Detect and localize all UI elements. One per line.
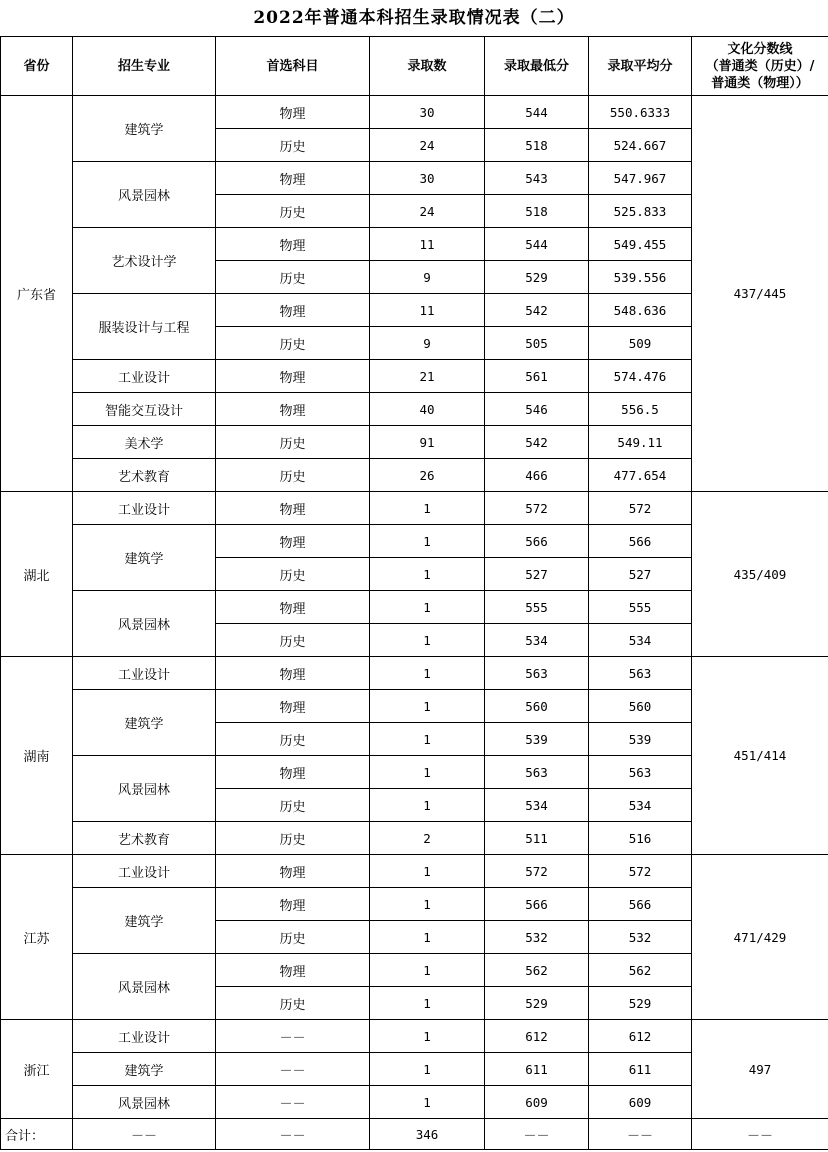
min-score-cell: 529 <box>485 987 589 1020</box>
header-cultural-line-2: （普通类（历史）/ <box>705 58 815 74</box>
count-cell: 1 <box>370 723 485 756</box>
header-avg-score: 录取平均分 <box>589 37 692 96</box>
min-score-cell: 543 <box>485 162 589 195</box>
header-row <box>1 37 828 96</box>
count-cell: 1 <box>370 888 485 921</box>
count-cell: 1 <box>370 954 485 987</box>
min-score-cell: 609 <box>485 1086 589 1119</box>
major-cell: 工业设计 <box>73 657 216 690</box>
count-cell: 1 <box>370 987 485 1020</box>
min-score-cell: 532 <box>485 921 589 954</box>
count-cell: 1 <box>370 591 485 624</box>
min-score-cell: 560 <box>485 690 589 723</box>
min-score-cell: 534 <box>485 789 589 822</box>
total-major: －－ <box>73 1119 216 1150</box>
avg-score-cell: 563 <box>589 756 692 789</box>
subject-cell: －－ <box>216 1020 370 1053</box>
subject-cell: 历史 <box>216 789 370 822</box>
min-score-cell: 566 <box>485 888 589 921</box>
header-province: 省份 <box>1 37 73 96</box>
count-cell: 11 <box>370 228 485 261</box>
count-cell: 1 <box>370 1020 485 1053</box>
count-cell: 1 <box>370 492 485 525</box>
major-cell: 艺术教育 <box>73 822 216 855</box>
subject-cell: 历史 <box>216 822 370 855</box>
subject-cell: 物理 <box>216 360 370 393</box>
count-cell: 11 <box>370 294 485 327</box>
avg-score-cell: 560 <box>589 690 692 723</box>
cultural-line-cell: 435/409 <box>692 492 828 657</box>
major-cell: 风景园林 <box>73 1086 216 1119</box>
min-score-cell: 611 <box>485 1053 589 1086</box>
count-cell: 1 <box>370 756 485 789</box>
major-cell: 建筑学 <box>73 690 216 756</box>
header-cultural-line-3: 普通类（物理）） <box>711 75 809 91</box>
province-cell: 江苏 <box>1 855 73 1020</box>
major-cell: 建筑学 <box>73 1053 216 1086</box>
count-cell: 24 <box>370 195 485 228</box>
cultural-line-cell: 451/414 <box>692 657 828 855</box>
avg-score-cell: 562 <box>589 954 692 987</box>
count-cell: 1 <box>370 624 485 657</box>
avg-score-cell: 547.967 <box>589 162 692 195</box>
major-cell: 艺术设计学 <box>73 228 216 294</box>
major-cell: 建筑学 <box>73 525 216 591</box>
province-cell: 广东省 <box>1 96 73 492</box>
header-count: 录取数 <box>370 37 485 96</box>
cultural-line-cell: 471/429 <box>692 855 828 1020</box>
avg-score-cell: 572 <box>589 492 692 525</box>
subject-cell: 历史 <box>216 624 370 657</box>
table-body <box>1 96 828 1119</box>
count-cell: 1 <box>370 657 485 690</box>
subject-cell: 历史 <box>216 426 370 459</box>
count-cell: 91 <box>370 426 485 459</box>
avg-score-cell: 539.556 <box>589 261 692 294</box>
avg-score-cell: 549.11 <box>589 426 692 459</box>
min-score-cell: 544 <box>485 96 589 129</box>
min-score-cell: 534 <box>485 624 589 657</box>
avg-score-cell: 574.476 <box>589 360 692 393</box>
table-row <box>1 855 828 888</box>
avg-score-cell: 534 <box>589 624 692 657</box>
subject-cell: 物理 <box>216 525 370 558</box>
province-cell: 浙江 <box>1 1020 73 1119</box>
avg-score-cell: 477.654 <box>589 459 692 492</box>
count-cell: 40 <box>370 393 485 426</box>
subject-cell: 物理 <box>216 96 370 129</box>
avg-score-cell: 549.455 <box>589 228 692 261</box>
total-row <box>1 1119 828 1150</box>
count-cell: 1 <box>370 525 485 558</box>
subject-cell: 物理 <box>216 492 370 525</box>
avg-score-cell: 572 <box>589 855 692 888</box>
subject-cell: 物理 <box>216 393 370 426</box>
min-score-cell: 511 <box>485 822 589 855</box>
count-cell: 1 <box>370 1086 485 1119</box>
count-cell: 1 <box>370 789 485 822</box>
min-score-cell: 563 <box>485 657 589 690</box>
page-title: 2022年普通本科招生录取情况表（二） <box>253 8 575 28</box>
table-row <box>1 492 828 525</box>
min-score-cell: 555 <box>485 591 589 624</box>
avg-score-cell: 534 <box>589 789 692 822</box>
min-score-cell: 561 <box>485 360 589 393</box>
total-line: －－ <box>692 1119 828 1150</box>
subject-cell: 历史 <box>216 558 370 591</box>
avg-score-cell: 524.667 <box>589 129 692 162</box>
major-cell: 工业设计 <box>73 1020 216 1053</box>
avg-score-cell: 525.833 <box>589 195 692 228</box>
subject-cell: 历史 <box>216 261 370 294</box>
subject-cell: 历史 <box>216 987 370 1020</box>
subject-cell: 历史 <box>216 195 370 228</box>
subject-cell: 历史 <box>216 459 370 492</box>
count-cell: 21 <box>370 360 485 393</box>
count-cell: 26 <box>370 459 485 492</box>
subject-cell: 历史 <box>216 723 370 756</box>
major-cell: 风景园林 <box>73 756 216 822</box>
major-cell: 风景园林 <box>73 162 216 228</box>
count-cell: 1 <box>370 690 485 723</box>
avg-score-cell: 609 <box>589 1086 692 1119</box>
count-cell: 1 <box>370 921 485 954</box>
min-score-cell: 542 <box>485 294 589 327</box>
subject-cell: 物理 <box>216 228 370 261</box>
avg-score-cell: 532 <box>589 921 692 954</box>
subject-cell: －－ <box>216 1086 370 1119</box>
major-cell: 风景园林 <box>73 954 216 1020</box>
table-row <box>1 1020 828 1053</box>
subject-cell: 物理 <box>216 162 370 195</box>
cultural-line-cell: 437/445 <box>692 96 828 492</box>
min-score-cell: 546 <box>485 393 589 426</box>
min-score-cell: 518 <box>485 195 589 228</box>
avg-score-cell: 539 <box>589 723 692 756</box>
subject-cell: －－ <box>216 1053 370 1086</box>
total-subject: －－ <box>216 1119 370 1150</box>
admission-table <box>0 36 828 1150</box>
avg-score-cell: 611 <box>589 1053 692 1086</box>
subject-cell: 物理 <box>216 954 370 987</box>
cultural-line-cell: 497 <box>692 1020 828 1119</box>
min-score-cell: 527 <box>485 558 589 591</box>
major-cell: 建筑学 <box>73 96 216 162</box>
min-score-cell: 563 <box>485 756 589 789</box>
count-cell: 9 <box>370 261 485 294</box>
subject-cell: 历史 <box>216 129 370 162</box>
count-cell: 30 <box>370 162 485 195</box>
major-cell: 建筑学 <box>73 888 216 954</box>
subject-cell: 物理 <box>216 690 370 723</box>
count-cell: 24 <box>370 129 485 162</box>
header-min-score: 录取最低分 <box>485 37 589 96</box>
count-cell: 30 <box>370 96 485 129</box>
avg-score-cell: 563 <box>589 657 692 690</box>
avg-score-cell: 555 <box>589 591 692 624</box>
subject-cell: 历史 <box>216 921 370 954</box>
major-cell: 工业设计 <box>73 492 216 525</box>
avg-score-cell: 548.636 <box>589 294 692 327</box>
major-cell: 美术学 <box>73 426 216 459</box>
min-score-cell: 539 <box>485 723 589 756</box>
province-cell: 湖北 <box>1 492 73 657</box>
avg-score-cell: 516 <box>589 822 692 855</box>
avg-score-cell: 566 <box>589 888 692 921</box>
avg-score-cell: 566 <box>589 525 692 558</box>
province-cell: 湖南 <box>1 657 73 855</box>
total-count: 346 <box>370 1119 485 1150</box>
subject-cell: 物理 <box>216 855 370 888</box>
subject-cell: 历史 <box>216 327 370 360</box>
min-score-cell: 572 <box>485 855 589 888</box>
total-label: 合计： <box>1 1119 73 1150</box>
min-score-cell: 518 <box>485 129 589 162</box>
count-cell: 9 <box>370 327 485 360</box>
major-cell: 风景园林 <box>73 591 216 657</box>
count-cell: 1 <box>370 558 485 591</box>
major-cell: 服装设计与工程 <box>73 294 216 360</box>
major-cell: 智能交互设计 <box>73 393 216 426</box>
total-min: －－ <box>485 1119 589 1150</box>
min-score-cell: 466 <box>485 459 589 492</box>
header-cultural-line <box>692 37 828 96</box>
avg-score-cell: 527 <box>589 558 692 591</box>
min-score-cell: 542 <box>485 426 589 459</box>
avg-score-cell: 529 <box>589 987 692 1020</box>
subject-cell: 物理 <box>216 591 370 624</box>
count-cell: 2 <box>370 822 485 855</box>
table-row <box>1 657 828 690</box>
min-score-cell: 529 <box>485 261 589 294</box>
major-cell: 工业设计 <box>73 855 216 888</box>
min-score-cell: 572 <box>485 492 589 525</box>
major-cell: 工业设计 <box>73 360 216 393</box>
min-score-cell: 562 <box>485 954 589 987</box>
subject-cell: 物理 <box>216 657 370 690</box>
subject-cell: 物理 <box>216 888 370 921</box>
total-avg: －－ <box>589 1119 692 1150</box>
avg-score-cell: 509 <box>589 327 692 360</box>
header-major: 招生专业 <box>73 37 216 96</box>
avg-score-cell: 550.6333 <box>589 96 692 129</box>
avg-score-cell: 556.5 <box>589 393 692 426</box>
header-cultural-line-1: 文化分数线 <box>727 41 793 57</box>
count-cell: 1 <box>370 855 485 888</box>
subject-cell: 物理 <box>216 756 370 789</box>
min-score-cell: 612 <box>485 1020 589 1053</box>
table-row <box>1 96 828 129</box>
min-score-cell: 505 <box>485 327 589 360</box>
subject-cell: 物理 <box>216 294 370 327</box>
count-cell: 1 <box>370 1053 485 1086</box>
avg-score-cell: 612 <box>589 1020 692 1053</box>
major-cell: 艺术教育 <box>73 459 216 492</box>
min-score-cell: 566 <box>485 525 589 558</box>
header-subject: 首选科目 <box>216 37 370 96</box>
min-score-cell: 544 <box>485 228 589 261</box>
